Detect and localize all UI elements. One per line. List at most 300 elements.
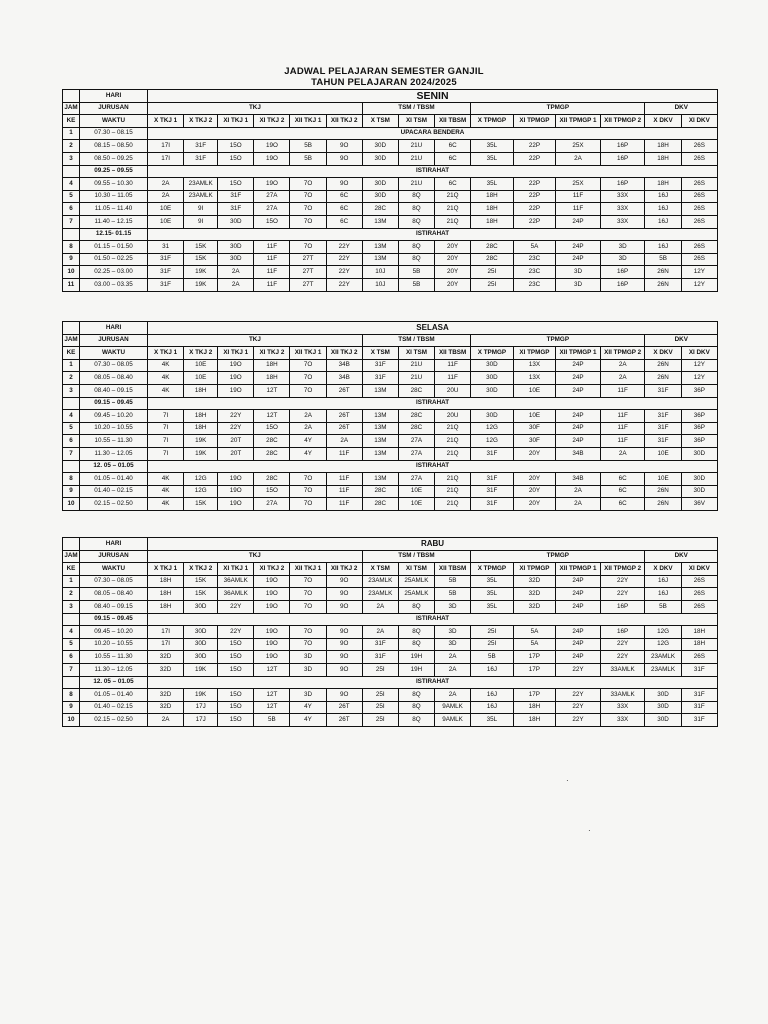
subject-cell: 25I: [471, 278, 514, 291]
subject-cell: 12T: [254, 410, 290, 423]
note-cell: ISTIRAHAT: [148, 460, 718, 473]
subject-cell: 26S: [681, 152, 717, 165]
waktu-cell: 10.55 – 11.30: [80, 651, 148, 664]
subject-cell: 19O: [254, 600, 290, 613]
subject-cell: 11F: [326, 485, 362, 498]
subject-cell: 5B: [398, 278, 434, 291]
subject-cell: 8Q: [398, 701, 434, 714]
table-row: [63, 588, 718, 601]
subject-cell: 31F: [681, 714, 717, 727]
break-row: [63, 397, 718, 410]
subject-cell: 36P: [681, 384, 717, 397]
subject-cell: 6C: [600, 473, 645, 486]
jam-cell: 3: [63, 384, 80, 397]
subject-cell: 5B: [398, 266, 434, 279]
class-label: XII TKJ 2: [326, 115, 362, 128]
table-row: [63, 253, 718, 266]
table-row: [63, 689, 718, 702]
subject-cell: 5B: [435, 588, 471, 601]
waktu-cell: 12. 05 – 01.05: [80, 676, 148, 689]
schedule-table-rabu: [62, 537, 718, 727]
subject-cell: 33X: [600, 714, 645, 727]
subject-cell: 22Y: [218, 422, 254, 435]
table-row: [63, 140, 718, 153]
subject-cell: 7O: [290, 600, 326, 613]
subject-cell: 22Y: [218, 600, 254, 613]
subject-cell: 24P: [556, 435, 601, 448]
subject-cell: 15K: [184, 241, 218, 254]
table-row: [63, 241, 718, 254]
subject-cell: 19H: [398, 651, 434, 664]
subject-cell: 12Y: [681, 266, 717, 279]
subject-cell: 35L: [471, 152, 514, 165]
subject-cell: 31F: [218, 203, 254, 216]
class-header-row: [63, 115, 718, 128]
day-header-row: [63, 90, 718, 103]
subject-cell: 3D: [435, 626, 471, 639]
subject-cell: 17I: [148, 638, 184, 651]
subject-cell: 26S: [681, 203, 717, 216]
table-row: [63, 663, 718, 676]
subject-cell: 16P: [600, 600, 645, 613]
subject-cell: 36AMLK: [218, 588, 254, 601]
subject-cell: 35L: [471, 178, 514, 191]
table-row: [63, 359, 718, 372]
subject-cell: 16P: [600, 266, 645, 279]
jam-cell: 7: [63, 663, 80, 676]
subject-cell: 5B: [645, 600, 681, 613]
subject-cell: 19O: [254, 651, 290, 664]
subject-cell: 7O: [290, 473, 326, 486]
waktu-cell: 09.25 – 09.55: [80, 165, 148, 178]
subject-cell: 26N: [645, 498, 681, 511]
subject-cell: 9AMLK: [435, 701, 471, 714]
hari-label: HARI: [80, 322, 148, 335]
subject-cell: 16P: [600, 626, 645, 639]
subject-cell: 12T: [254, 701, 290, 714]
subject-cell: 24P: [556, 359, 601, 372]
subject-cell: 3D: [435, 600, 471, 613]
subject-cell: 5B: [645, 253, 681, 266]
subject-cell: 32D: [513, 588, 556, 601]
subject-cell: 7I: [148, 447, 184, 460]
waktu-cell: 09.15 – 09.45: [80, 397, 148, 410]
subject-cell: 20Y: [513, 485, 556, 498]
subject-cell: 11F: [254, 266, 290, 279]
jam-cell: 4: [63, 410, 80, 423]
subject-cell: 15O: [254, 215, 290, 228]
subject-cell: 20Y: [513, 447, 556, 460]
subject-cell: 8Q: [398, 203, 434, 216]
subject-cell: 16J: [645, 203, 681, 216]
subject-cell: 17P: [513, 651, 556, 664]
subject-cell: 35L: [471, 714, 514, 727]
subject-cell: 22Y: [556, 701, 601, 714]
note-cell: UPACARA BENDERA: [148, 127, 718, 140]
subject-cell: 36P: [681, 422, 717, 435]
waktu-cell: 02.15 – 02.50: [80, 498, 148, 511]
subject-cell: 11F: [600, 384, 645, 397]
subject-cell: 31F: [471, 485, 514, 498]
subject-cell: 23AMLK: [184, 178, 218, 191]
subject-cell: 6C: [435, 178, 471, 191]
subject-cell: 4Y: [290, 447, 326, 460]
subject-cell: 21Q: [435, 190, 471, 203]
subject-cell: 30D: [471, 359, 514, 372]
subject-cell: 20Y: [435, 278, 471, 291]
subject-cell: 5A: [513, 241, 556, 254]
waktu-cell: 08.40 – 09.15: [80, 384, 148, 397]
subject-cell: 12G: [645, 638, 681, 651]
subject-cell: 15K: [184, 575, 218, 588]
day-name: SELASA: [148, 322, 718, 335]
subject-cell: 2A: [600, 447, 645, 460]
subject-cell: 30D: [184, 600, 218, 613]
class-label: XI TKJ 1: [218, 563, 254, 576]
subject-cell: 26S: [681, 215, 717, 228]
subject-cell: 15O: [218, 714, 254, 727]
waktu-cell: 08.50 – 09.25: [80, 152, 148, 165]
class-label: X TPMGP: [471, 563, 514, 576]
scan-speck: ·: [588, 826, 591, 835]
jam-cell: 4: [63, 626, 80, 639]
subject-cell: 30D: [218, 253, 254, 266]
subject-cell: 4Y: [290, 435, 326, 448]
jam-cell: 8: [63, 473, 80, 486]
subject-cell: 7O: [290, 215, 326, 228]
group-header-row: [63, 102, 718, 115]
class-label: XII TKJ 2: [326, 347, 362, 360]
subject-cell: 30D: [362, 190, 398, 203]
subject-cell: 15O: [218, 651, 254, 664]
day-header-row: [63, 322, 718, 335]
subject-cell: 31F: [184, 152, 218, 165]
subject-cell: 2A: [556, 498, 601, 511]
subject-cell: 33AMLK: [600, 689, 645, 702]
subject-cell: 9O: [326, 152, 362, 165]
subject-cell: 11F: [600, 435, 645, 448]
subject-cell: 15O: [254, 485, 290, 498]
waktu-cell: 07.30 – 08.15: [80, 127, 148, 140]
subject-cell: 26T: [326, 714, 362, 727]
table-row: [63, 638, 718, 651]
subject-cell: 8Q: [398, 714, 434, 727]
subject-cell: 24P: [556, 651, 601, 664]
class-label: X TKJ 1: [148, 347, 184, 360]
subject-cell: 19O: [254, 178, 290, 191]
subject-cell: 18H: [645, 152, 681, 165]
hari-label: HARI: [80, 538, 148, 551]
jam-cell: 9: [63, 701, 80, 714]
subject-cell: 19H: [398, 663, 434, 676]
subject-cell: 27A: [254, 190, 290, 203]
day-name: RABU: [148, 538, 718, 551]
subject-cell: 6C: [435, 152, 471, 165]
subject-cell: 7O: [290, 626, 326, 639]
class-label: X TSM: [362, 115, 398, 128]
subject-cell: 21Q: [435, 447, 471, 460]
subject-cell: 5B: [471, 651, 514, 664]
subject-cell: 11F: [254, 253, 290, 266]
subject-cell: 15K: [184, 498, 218, 511]
class-label: XII TKJ 1: [290, 563, 326, 576]
subject-cell: 30D: [645, 714, 681, 727]
subject-cell: 7O: [290, 498, 326, 511]
subject-cell: 9O: [326, 575, 362, 588]
subject-cell: 3D: [556, 278, 601, 291]
jam-cell: 8: [63, 689, 80, 702]
waktu-cell: 12. 05 – 01.05: [80, 460, 148, 473]
subject-cell: 23AMLK: [184, 190, 218, 203]
subject-cell: 22Y: [218, 410, 254, 423]
subject-cell: 25I: [362, 689, 398, 702]
waktu-cell: 01.40 – 02.15: [80, 701, 148, 714]
subject-cell: 23AMLK: [645, 663, 681, 676]
table-row: [63, 600, 718, 613]
subject-cell: 22P: [513, 215, 556, 228]
group-label: TSM / TBSM: [362, 550, 470, 563]
waktu-cell: 01.15 – 01.50: [80, 241, 148, 254]
subject-cell: 2A: [218, 266, 254, 279]
subject-cell: 2A: [148, 178, 184, 191]
subject-cell: 11F: [600, 410, 645, 423]
subject-cell: 19O: [254, 638, 290, 651]
break-row: [63, 127, 718, 140]
subject-cell: 8Q: [398, 600, 434, 613]
table-row: [63, 190, 718, 203]
subject-cell: 25AMLK: [398, 588, 434, 601]
subject-cell: 15O: [218, 701, 254, 714]
subject-cell: 36P: [681, 410, 717, 423]
subject-cell: 31F: [362, 359, 398, 372]
document-subtitle: TAHUN PELAJARAN 2024/2025: [311, 77, 457, 88]
subject-cell: 17J: [184, 714, 218, 727]
subject-cell: 4Y: [290, 701, 326, 714]
subject-cell: 27A: [254, 203, 290, 216]
class-label: XII TKJ 1: [290, 347, 326, 360]
jam-cell: 6: [63, 435, 80, 448]
subject-cell: 31F: [645, 384, 681, 397]
subject-cell: 26N: [645, 485, 681, 498]
class-label: XII TPMGP 1: [556, 347, 601, 360]
subject-cell: 28C: [362, 203, 398, 216]
subject-cell: 19O: [218, 473, 254, 486]
break-row: [63, 460, 718, 473]
subject-cell: 18H: [681, 638, 717, 651]
subject-cell: 36AMLK: [218, 575, 254, 588]
subject-cell: 8Q: [398, 190, 434, 203]
subject-cell: 21U: [398, 152, 434, 165]
waktu-cell: 11.30 – 12.05: [80, 663, 148, 676]
subject-cell: 10E: [513, 384, 556, 397]
subject-cell: 16J: [645, 575, 681, 588]
subject-cell: 13M: [362, 447, 398, 460]
subject-cell: 30D: [471, 410, 514, 423]
subject-cell: 2A: [362, 626, 398, 639]
subject-cell: 7I: [148, 435, 184, 448]
subject-cell: 5B: [290, 140, 326, 153]
subject-cell: 8Q: [398, 626, 434, 639]
group-label: TSM / TBSM: [362, 102, 470, 115]
subject-cell: 13M: [362, 215, 398, 228]
subject-cell: 32D: [148, 689, 184, 702]
subject-cell: 30F: [513, 435, 556, 448]
subject-cell: 10E: [148, 203, 184, 216]
subject-cell: 22Y: [600, 651, 645, 664]
break-row: [63, 165, 718, 178]
subject-cell: 7I: [148, 422, 184, 435]
jam-cell: [63, 676, 80, 689]
subject-cell: 2A: [556, 152, 601, 165]
subject-cell: 22P: [513, 178, 556, 191]
subject-cell: 11F: [254, 241, 290, 254]
subject-cell: 21Q: [435, 215, 471, 228]
subject-cell: 16J: [645, 241, 681, 254]
subject-cell: 12Y: [681, 359, 717, 372]
subject-cell: 16J: [645, 190, 681, 203]
subject-cell: 12G: [471, 435, 514, 448]
class-label: X TSM: [362, 347, 398, 360]
waktu-cell: 10.55 – 11.30: [80, 435, 148, 448]
subject-cell: 18H: [254, 372, 290, 385]
subject-cell: 3D: [556, 266, 601, 279]
subject-cell: 15O: [218, 140, 254, 153]
subject-cell: 22Y: [326, 253, 362, 266]
jam-label: JAM: [63, 334, 80, 347]
subject-cell: 7O: [290, 203, 326, 216]
subject-cell: 30D: [362, 178, 398, 191]
subject-cell: 31F: [645, 422, 681, 435]
subject-cell: 19O: [218, 359, 254, 372]
subject-cell: 19O: [218, 485, 254, 498]
table-row: [63, 447, 718, 460]
subject-cell: 20U: [435, 384, 471, 397]
waktu-cell: 09.15 – 09.45: [80, 613, 148, 626]
subject-cell: 11F: [254, 278, 290, 291]
scan-speck: ·: [566, 776, 569, 785]
group-label: TKJ: [148, 102, 363, 115]
table-row: [63, 178, 718, 191]
subject-cell: 10J: [362, 278, 398, 291]
jam-cell: 1: [63, 127, 80, 140]
subject-cell: 9O: [326, 689, 362, 702]
class-label: XII TPMGP 1: [556, 563, 601, 576]
subject-cell: 18H: [471, 190, 514, 203]
jam-cell: 2: [63, 140, 80, 153]
subject-cell: 2A: [435, 663, 471, 676]
subject-cell: 30D: [184, 638, 218, 651]
subject-cell: 6C: [600, 485, 645, 498]
subject-cell: 17P: [513, 689, 556, 702]
subject-cell: 19O: [254, 140, 290, 153]
subject-cell: 31F: [148, 266, 184, 279]
subject-cell: 8Q: [398, 241, 434, 254]
subject-cell: 30D: [681, 447, 717, 460]
class-header-row: [63, 563, 718, 576]
table-row: [63, 410, 718, 423]
jam-cell: 9: [63, 485, 80, 498]
jam-cell: [63, 228, 80, 241]
subject-cell: 16J: [471, 689, 514, 702]
table-row: [63, 626, 718, 639]
subject-cell: 31F: [218, 190, 254, 203]
jam-cell: 3: [63, 600, 80, 613]
subject-cell: 26T: [326, 422, 362, 435]
subject-cell: 10E: [645, 473, 681, 486]
subject-cell: 30D: [218, 215, 254, 228]
table-row: [63, 152, 718, 165]
table-row: [63, 498, 718, 511]
class-label: XII TBSM: [435, 563, 471, 576]
table-row: [63, 266, 718, 279]
subject-cell: 27T: [290, 278, 326, 291]
subject-cell: 4K: [148, 473, 184, 486]
subject-cell: 27T: [290, 253, 326, 266]
subject-cell: 25X: [556, 178, 601, 191]
subject-cell: 9I: [184, 215, 218, 228]
subject-cell: 19O: [218, 498, 254, 511]
subject-cell: 12T: [254, 689, 290, 702]
waktu-cell: 03.00 – 03.35: [80, 278, 148, 291]
table-row: [63, 575, 718, 588]
subject-cell: 30D: [471, 384, 514, 397]
subject-cell: 24P: [556, 372, 601, 385]
class-label: XI DKV: [681, 563, 717, 576]
waktu-cell: 09.45 – 10.20: [80, 410, 148, 423]
subject-cell: 15K: [184, 588, 218, 601]
subject-cell: 21Q: [435, 422, 471, 435]
subject-cell: 31F: [471, 473, 514, 486]
subject-cell: 35L: [471, 588, 514, 601]
subject-cell: 26N: [645, 266, 681, 279]
class-label: XII TPMGP 2: [600, 347, 645, 360]
waktu-cell: 09.55 – 10.30: [80, 178, 148, 191]
jam-cell: 1: [63, 575, 80, 588]
subject-cell: 26N: [645, 372, 681, 385]
subject-cell: 23AMLK: [362, 588, 398, 601]
subject-cell: 33AMLK: [600, 663, 645, 676]
subject-cell: 25I: [471, 638, 514, 651]
class-label: XII TPMGP 1: [556, 115, 601, 128]
subject-cell: 15O: [218, 178, 254, 191]
subject-cell: 7O: [290, 575, 326, 588]
subject-cell: 35L: [471, 600, 514, 613]
subject-cell: 5A: [513, 626, 556, 639]
subject-cell: 3D: [290, 663, 326, 676]
class-label: XII TBSM: [435, 347, 471, 360]
ke-label: KE: [63, 563, 80, 576]
subject-cell: 6C: [326, 203, 362, 216]
jam-cell: [63, 397, 80, 410]
jam-cell: 7: [63, 447, 80, 460]
waktu-cell: 07.30 – 08.05: [80, 359, 148, 372]
subject-cell: 20Y: [513, 498, 556, 511]
subject-cell: 4K: [148, 485, 184, 498]
group-label: DKV: [645, 334, 718, 347]
note-cell: ISTIRAHAT: [148, 165, 718, 178]
jam-cell: 2: [63, 588, 80, 601]
class-label: XI TKJ 2: [254, 115, 290, 128]
class-label: X TPMGP: [471, 115, 514, 128]
group-label: TKJ: [148, 550, 363, 563]
subject-cell: 31F: [471, 498, 514, 511]
blank-cell: [63, 90, 80, 103]
subject-cell: 26S: [681, 178, 717, 191]
subject-cell: 5B: [435, 575, 471, 588]
subject-cell: 2A: [290, 422, 326, 435]
class-label: XI TPMGP: [513, 347, 556, 360]
subject-cell: 2A: [435, 651, 471, 664]
